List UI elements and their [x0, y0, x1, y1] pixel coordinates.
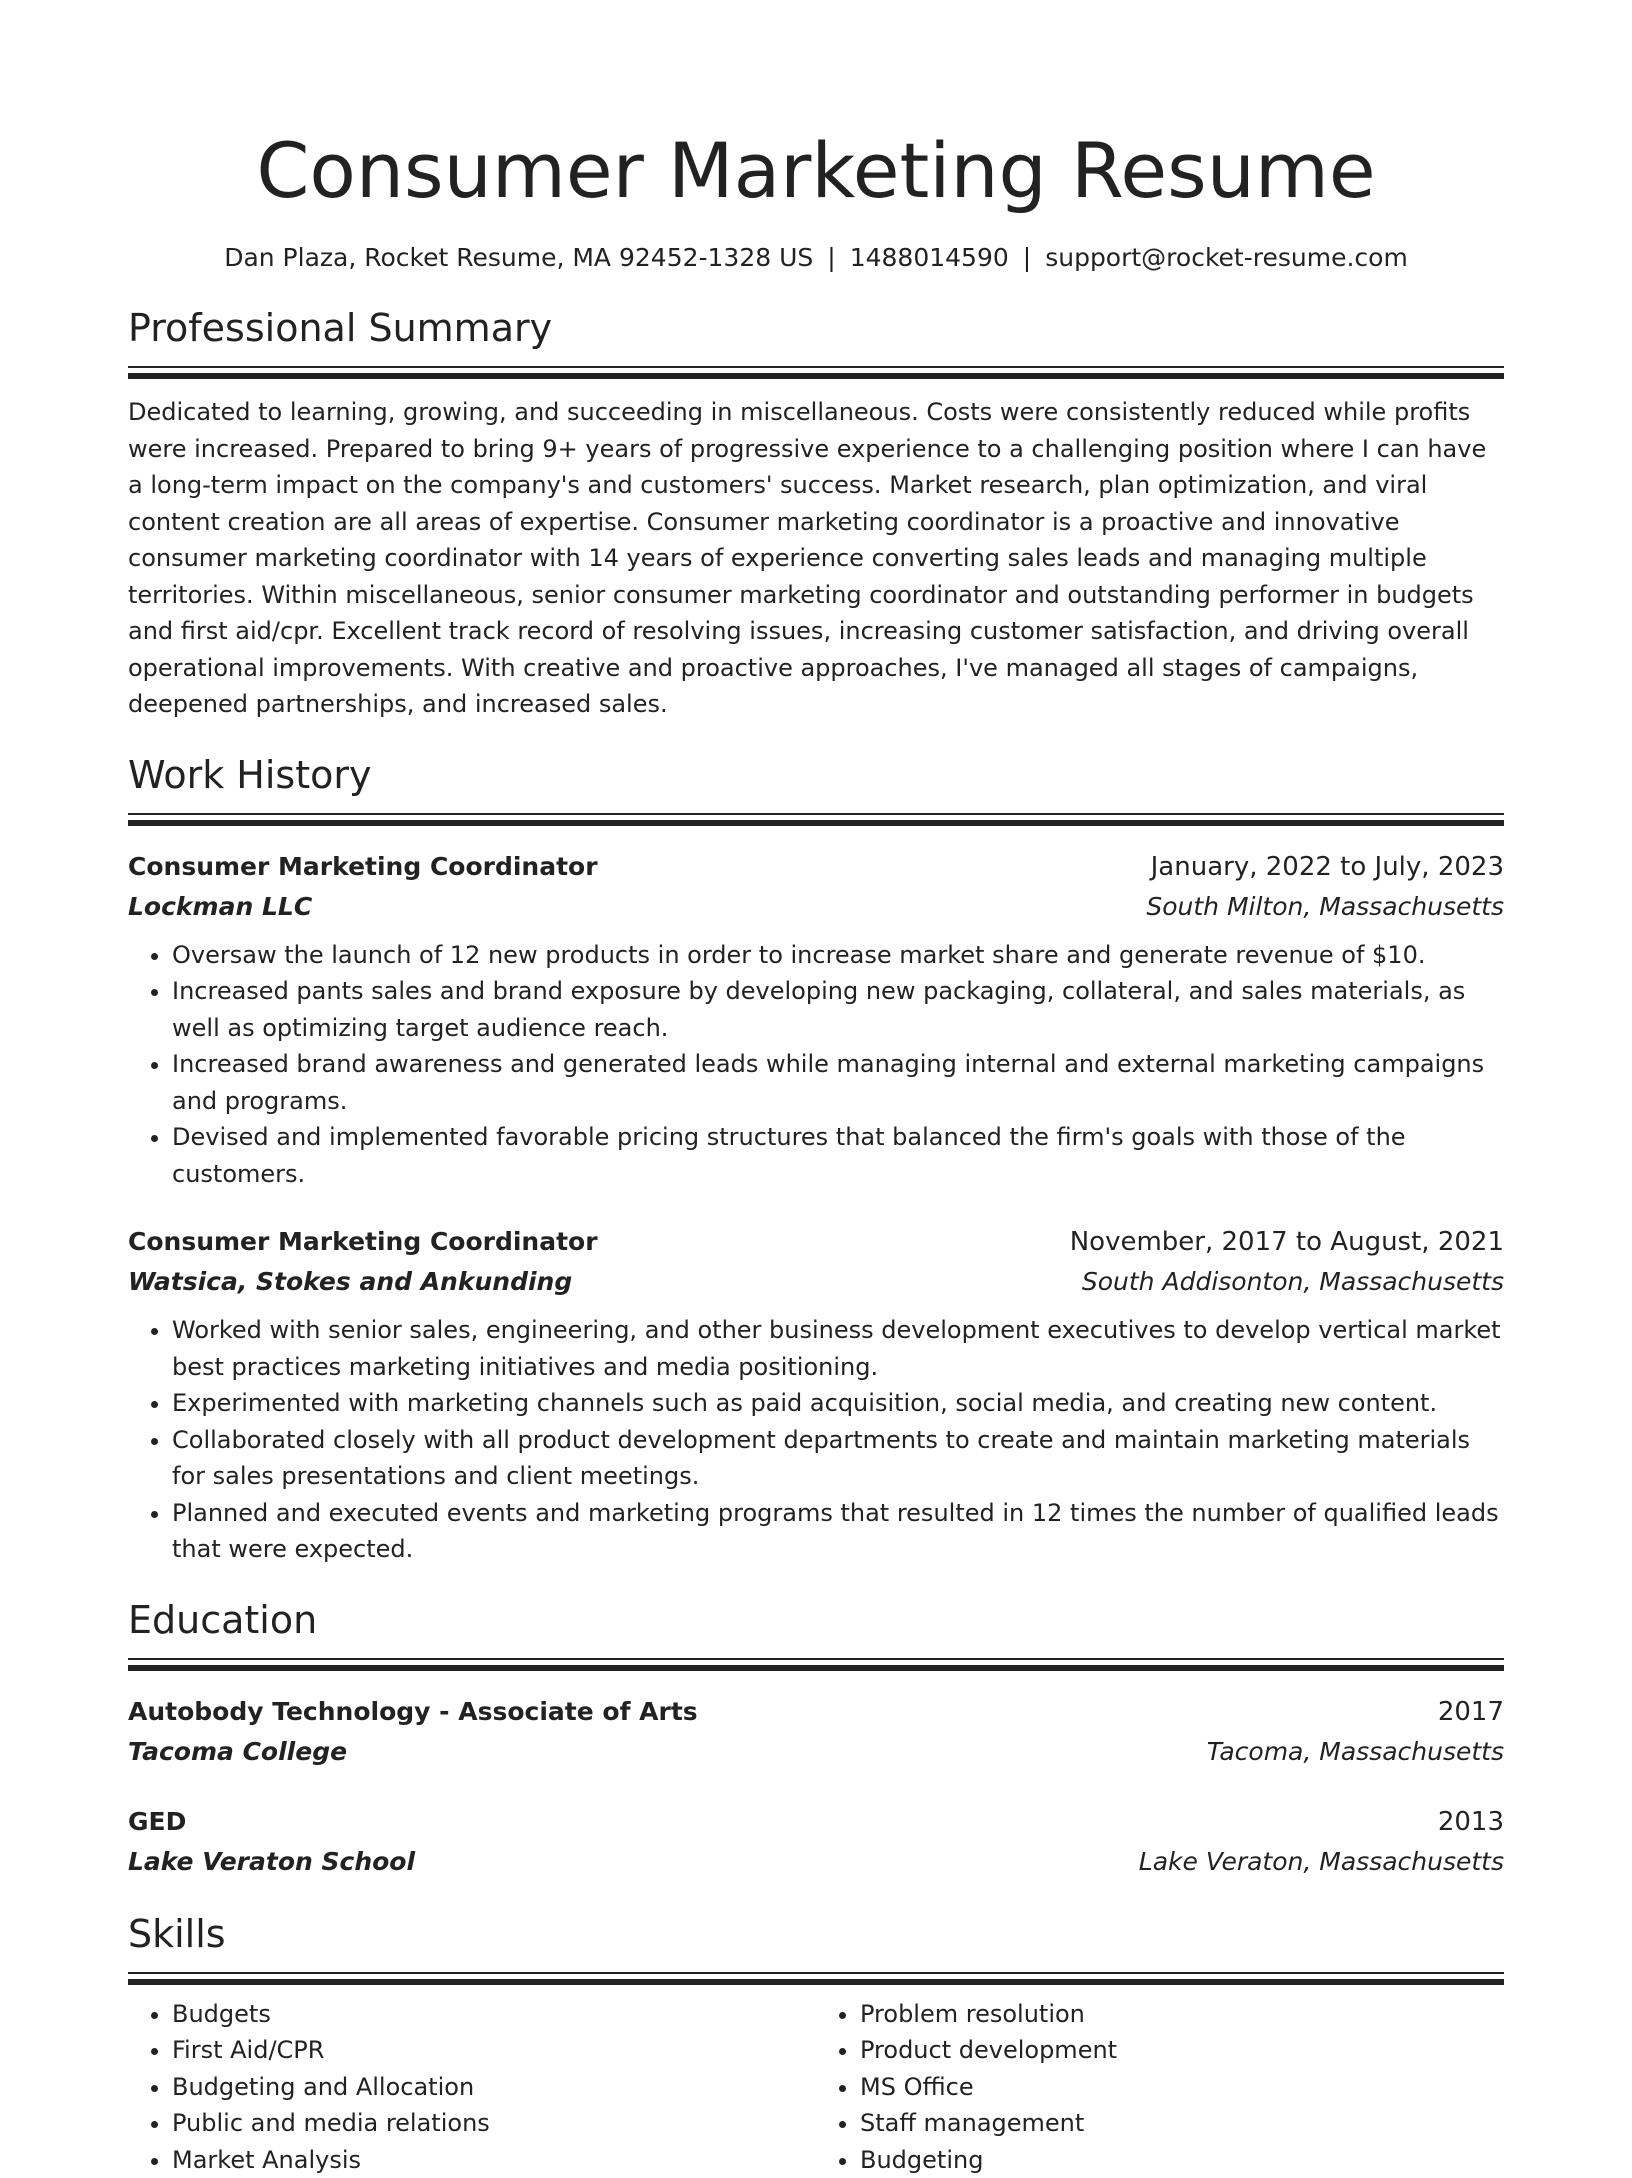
job-company: Watsica, Stokes and Ankunding	[128, 1262, 572, 1302]
skill-item: • Public and media relations	[172, 2105, 816, 2142]
skill-item: • Budgets	[172, 1996, 816, 2033]
job-title: Consumer Marketing Coordinator	[128, 1222, 598, 1262]
education-location: Tacoma, Massachusetts	[1207, 1732, 1504, 1772]
summary-text: Dedicated to learning, growing, and succeeding in miscellaneous. Costs were consistently reduced while profits were increased. Prepared to bring 9+ years of progressive experience to a challenging position where I can have a long-term impact on the company's and customers' success. Market research, plan optimization, and viral content creation are all areas of expertise. Consumer marketing coordinator is a proactive and innovative consumer marketing coordinator with 14 years of experience converting sales leads and managing multiple territories. Within miscellaneous, senior consumer marketing coordinator and outstanding performer in budgets and first aid/cpr. Excellent track record of resolving issues, increasing customer satisfaction, and driving overall operational improvements. With creative and proactive approaches, I've managed all stages of campaigns, deepened partnerships, and increased sales.	[128, 394, 1504, 723]
education-degree: GED	[128, 1802, 186, 1842]
job-entry	[128, 847, 1504, 1193]
job-bullet: • Collaborated closely with all product development departments to create and maintain marketing materials for sales presentations and client meetings.	[172, 1422, 1504, 1495]
summary-section	[128, 302, 1504, 723]
section-divider	[128, 1658, 1504, 1672]
education-section	[128, 1594, 1504, 1882]
job-location: South Addisonton, Massachusetts	[1082, 1262, 1504, 1302]
resume-title: Consumer Marketing Resume	[128, 0, 1504, 224]
education-degree: Autobody Technology - Associate of Arts	[128, 1692, 698, 1732]
education-school: Lake Veraton School	[128, 1842, 415, 1882]
skills-columns	[128, 1996, 1504, 2178]
job-bullet: • Worked with senior sales, engineering, and other business development executives to develop vertical market best practices marketing initiatives and media positioning.	[172, 1312, 1504, 1385]
section-heading-work: Work History	[128, 749, 1504, 801]
education-school: Tacoma College	[128, 1732, 347, 1772]
contact-separator: |	[827, 243, 835, 272]
job-bullet: • Increased pants sales and brand exposure by developing new packaging, collateral, and sales materials, as well as optimizing target audience reach.	[172, 973, 1504, 1046]
skill-item: • First Aid/CPR	[172, 2032, 816, 2069]
job-bullet: • Increased brand awareness and generated leads while managing internal and external marketing campaigns and programs.	[172, 1046, 1504, 1119]
education-year: 2017	[1438, 1692, 1504, 1732]
job-bullet: • Planned and executed events and marketing programs that resulted in 12 times the number of qualified leads that were expected.	[172, 1495, 1504, 1568]
job-company-row	[128, 887, 1504, 927]
education-header-row	[128, 1802, 1504, 1842]
section-divider	[128, 813, 1504, 827]
section-divider	[128, 1972, 1504, 1986]
contact-email: support@rocket-resume.com	[1045, 243, 1408, 272]
job-bullet: • Oversaw the launch of 12 new products in order to increase market share and generate revenue of $10.	[172, 937, 1504, 974]
job-bullets	[128, 937, 1504, 1193]
section-heading-summary: Professional Summary	[128, 302, 1504, 354]
job-dates: January, 2022 to July, 2023	[1151, 847, 1504, 887]
job-company-row	[128, 1262, 1504, 1302]
job-title: Consumer Marketing Coordinator	[128, 847, 598, 887]
skill-item: • Problem resolution	[860, 1996, 1504, 2033]
job-bullet: • Devised and implemented favorable pricing structures that balanced the firm's goals with those of the customers.	[172, 1119, 1504, 1192]
skill-item: • MS Office	[860, 2069, 1504, 2106]
job-company: Lockman LLC	[128, 887, 312, 927]
education-header-row	[128, 1692, 1504, 1732]
job-dates: November, 2017 to August, 2021	[1070, 1222, 1504, 1262]
job-entry	[128, 1222, 1504, 1568]
job-bullets	[128, 1312, 1504, 1568]
skill-item: • Budgeting	[860, 2142, 1504, 2178]
education-entry	[128, 1692, 1504, 1772]
contact-phone: 1488014590	[850, 243, 1009, 272]
skill-item: • Market Analysis	[172, 2142, 816, 2178]
education-school-row	[128, 1732, 1504, 1772]
education-year: 2013	[1438, 1802, 1504, 1842]
skill-item: • Budgeting and Allocation	[172, 2069, 816, 2106]
skill-item: • Product development	[860, 2032, 1504, 2069]
contact-line	[128, 240, 1504, 276]
education-entry	[128, 1802, 1504, 1882]
job-header-row	[128, 847, 1504, 887]
job-header-row	[128, 1222, 1504, 1262]
skills-section	[128, 1908, 1504, 2178]
skills-list-left	[128, 1996, 816, 2178]
skill-item: • Staff management	[860, 2105, 1504, 2142]
section-heading-skills: Skills	[128, 1908, 1504, 1960]
section-divider	[128, 366, 1504, 380]
contact-address: Dan Plaza, Rocket Resume, MA 92452-1328 US	[224, 243, 813, 272]
job-bullet: • Experimented with marketing channels such as paid acquisition, social media, and creating new content.	[172, 1385, 1504, 1422]
education-location: Lake Veraton, Massachusetts	[1139, 1842, 1504, 1882]
skills-list-right	[816, 1996, 1504, 2178]
section-heading-education: Education	[128, 1594, 1504, 1646]
contact-separator: |	[1023, 243, 1031, 272]
work-history-section	[128, 749, 1504, 1568]
education-school-row	[128, 1842, 1504, 1882]
job-location: South Milton, Massachusetts	[1146, 887, 1504, 927]
